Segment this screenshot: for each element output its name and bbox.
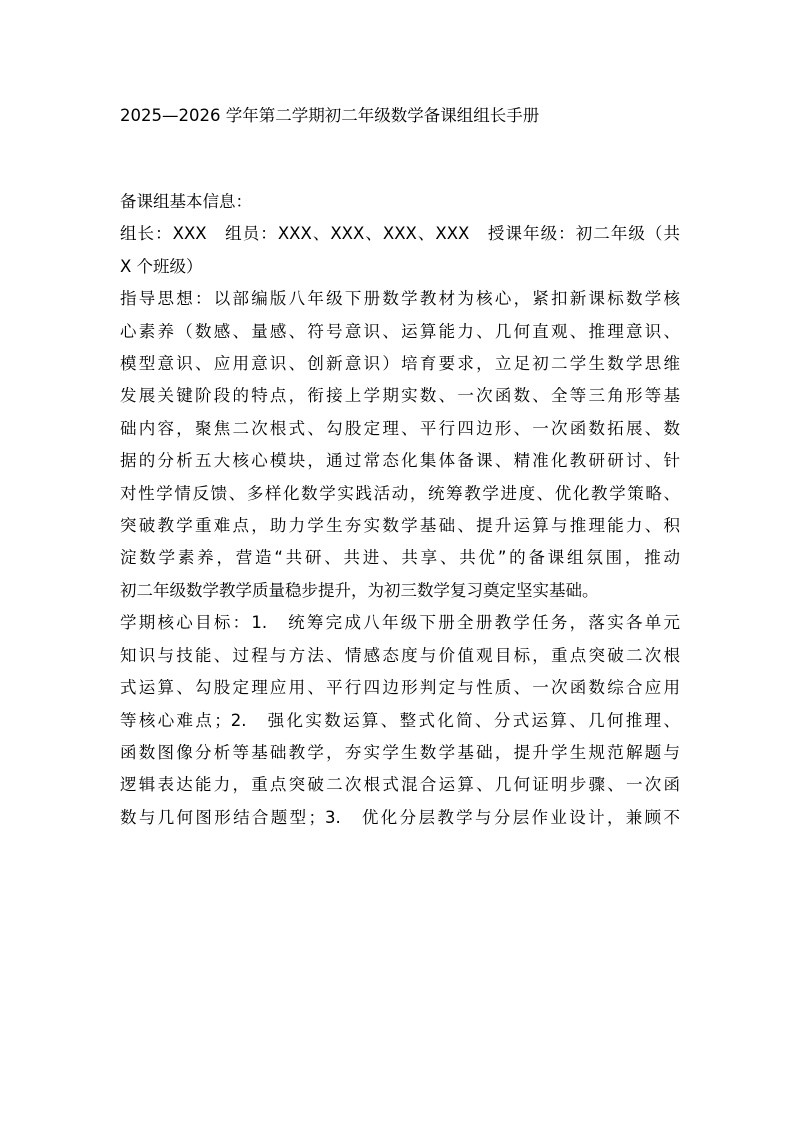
paragraph-line: 心素养（数感、量感、符号意识、运算能力、几何直观、推理意识、 [120,321,680,341]
paragraph-line: 发展关键阶段的特点，衔接上学期实数、一次函数、全等三角形等基 [120,386,680,406]
paragraph-line: 模型意识、应用意识、创新意识）培育要求，立足初二学生数学思维 [120,354,680,374]
paragraph-line: 组长：XXX 组员：XXX、XXX、XXX、XXX 授课年级：初二年级（共 [120,224,680,244]
paragraph-line: 等核心难点；2. 强化实数运算、整式化简、分式运算、几何推理、 [120,710,680,730]
document-title: 2025—2026 学年第二学期初二年级数学备课组组长手册 [120,106,540,125]
paragraph-line: 对性学情反馈、多样化数学实践活动，统筹教学进度、优化教学策略、 [120,483,680,503]
paragraph-line: 数与几何图形结合题型；3. 优化分层教学与分层作业设计，兼顾不 [120,807,680,827]
paragraph-line: 知识与技能、过程与方法、情感态度与价值观目标，重点突破二次根 [120,645,680,665]
paragraph-line: 初二年级数学教学质量稳步提升，为初三数学复习奠定坚实基础。 [120,580,599,600]
paragraph-line: 据的分析五大核心模块，通过常态化集体备课、精准化教研研讨、针 [120,451,680,471]
paragraph-line: 函数图像分析等基础教学，夯实学生数学基础，提升学生规范解题与 [120,742,680,762]
paragraph-line: 逻辑表达能力，重点突破二次根式混合运算、几何证明步骤、一次函 [120,775,680,795]
document-body [120,186,680,834]
paragraph-line: 础内容，聚焦二次根式、勾股定理、平行四边形、一次函数拓展、数 [120,418,680,438]
paragraph-line: X 个班级） [120,256,203,276]
section-heading-basic-info: 备课组基本信息： [120,192,252,211]
paragraph-line: 式运算、勾股定理应用、平行四边形判定与性质、一次函数综合应用 [120,678,680,698]
paragraph-line: 淀数学素养，营造“共研、共进、共享、共优”的备课组氛围，推动 [120,548,680,568]
paragraph-line: 指导思想：以部编版八年级下册数学教材为核心，紧扣新课标数学核 [120,289,680,309]
paragraph-line: 突破教学重难点，助力学生夯实数学基础、提升运算与推理能力、积 [120,516,680,536]
paragraph-line: 学期核心目标：1. 统筹完成八年级下册全册教学任务，落实各单元 [120,613,680,633]
